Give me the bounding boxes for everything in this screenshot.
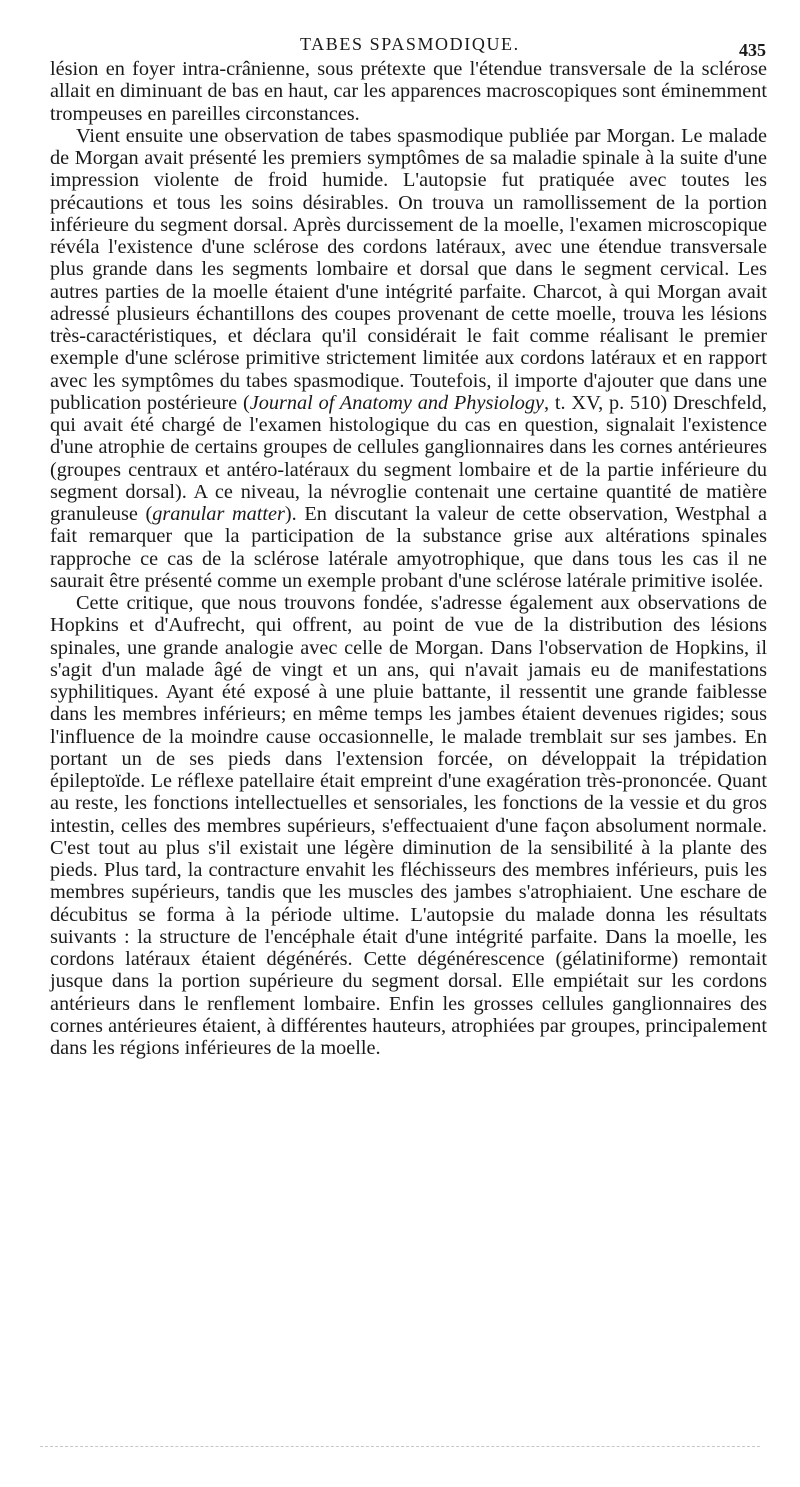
paragraph-morgan [50, 125, 767, 592]
running-head [0, 32, 800, 60]
paragraph-continuation [50, 58, 767, 125]
paragraph-1-text: lésion en foyer intra-crânienne, sous prétexte que l'étendue transversale de la sclérose allait en diminuant de bas en haut, car les apparences macroscopiques sont éminemment trompeuses en pareilles circonstances. [50, 58, 767, 125]
body-text [50, 58, 767, 1059]
paragraph-3-text: Cette critique, que nous trouvons fondée, s'adresse également aux observations de Hopkins et d'Aufrecht, qui offrent, au point de vue de la distribution des lésions spinales, une grande analogie avec celle de Morgan. Dans l'observation de Hopkins, il s'agit d'un malade âgé de vingt et un ans, qui n'avait jamais eu de manifestations syphilitiques. Ayant été exposé à une pluie battante, il ressentit une grande faiblesse dans les membres inférieurs; en même temps les jambes étaient devenues rigides; sous l'influence de la moindre cause occasionnelle, le malade tremblait sur ses jambes. En portant un de ses pieds dans l'extension forcée, on développait la trépidation épileptoïde. Le réflexe patellaire était empreint d'une exagération très-prononcée. Quant au reste, les fonctions intellectuelles et sensoriales, les fonctions de la vessie et du gros intestin, celles des membres supérieurs, s'effectuaient d'une façon absolument normale. C'est tout au plus s'il existait une légère diminution de la sensibilité à la plante des pieds. Plus tard, la contracture envahit les fléchisseurs des membres inférieurs, puis les membres supérieurs, tandis que les muscles des jambes s'atrophiaient. Une eschare de décubitus se forma à la période ultime. L'autopsie du malade donna les résultats suivants : la structure de l'encéphale était d'une intégrité parfaite. Dans la moelle, les cordons latéraux étaient dégénérés. Cette dégénérescence (gélatiniforme) remontait jusque dans la portion supérieure du segment dorsal. Elle empiétait sur les cordons antérieurs dans le renflement lombaire. Enfin les grosses cellules ganglionnaires des cornes antérieures étaient, à différentes hauteurs, atrophiées par groupes, principalement dans les régions inférieures de la moelle. [50, 592, 767, 1059]
paragraph-2-text-c: ). En discutant la valeur de cette observation, Westphal a fait remarquer que la participation de la substance grise aux altérations spinales rapproche ce cas de la sclérose latérale amyotrophique, que dans tous les cas il ne saurait être présenté comme un exemple probant d'une sclérose latérale primitive isolée. [50, 503, 767, 592]
journal-title: Journal of Anatomy and Physiology [249, 391, 545, 414]
paragraph-2-text-b: , t. XV, p. 510) Dreschfeld, qui avait été chargé de l'examen histologique du cas en question, signalait l'existence d'une atrophie de certains groupes de cellules ganglionnaires dans les cornes antérieures (groupes centraux et antéro-latéraux du segment lombaire et de la partie inférieure du segment dorsal). A ce niveau, la névroglie contenait une certaine quantité de matière granuleuse ( [50, 391, 767, 525]
paragraph-hopkins [50, 592, 767, 1059]
running-title: TABES SPASMODIQUE. [300, 34, 520, 54]
bleed-through-rule [40, 1446, 760, 1451]
granular-matter-term: granular matter [152, 503, 285, 525]
paragraph-2-text-a: Vient ensuite une observation de tabes spasmodique publiée par Morgan. Le malade de Morgan avait présenté les premiers symptômes de sa maladie spinale à la suite d'une impression violente de froid humide. L'autopsie fut pratiquée avec toutes les précautions et tous les soins désirables. On trouva un ramollissement de la portion inférieure du segment dorsal. Après durcissement de la moelle, l'examen microscopique révéla l'existence d'une sclérose des cordons latéraux, avec une étendue transversale plus grande dans les segments lombaire et dorsal que dans le segment cervical. Les autres parties de la moelle étaient d'une intégrité parfaite. Charcot, à qui Morgan avait adressé plusieurs échantillons des coupes provenant de cette moelle, trouva les lésions très-caractéristiques, et déclara qu'il considérait le fait comme réalisant le premier exemple d'une sclérose primitive strictement limitée aux cordons latéraux et en rapport avec les symptômes du tabes spasmodique. Toutefois, il importe d'ajouter que dans une publication postérieure ( [50, 124, 767, 414]
page-number: 435 [739, 40, 766, 60]
